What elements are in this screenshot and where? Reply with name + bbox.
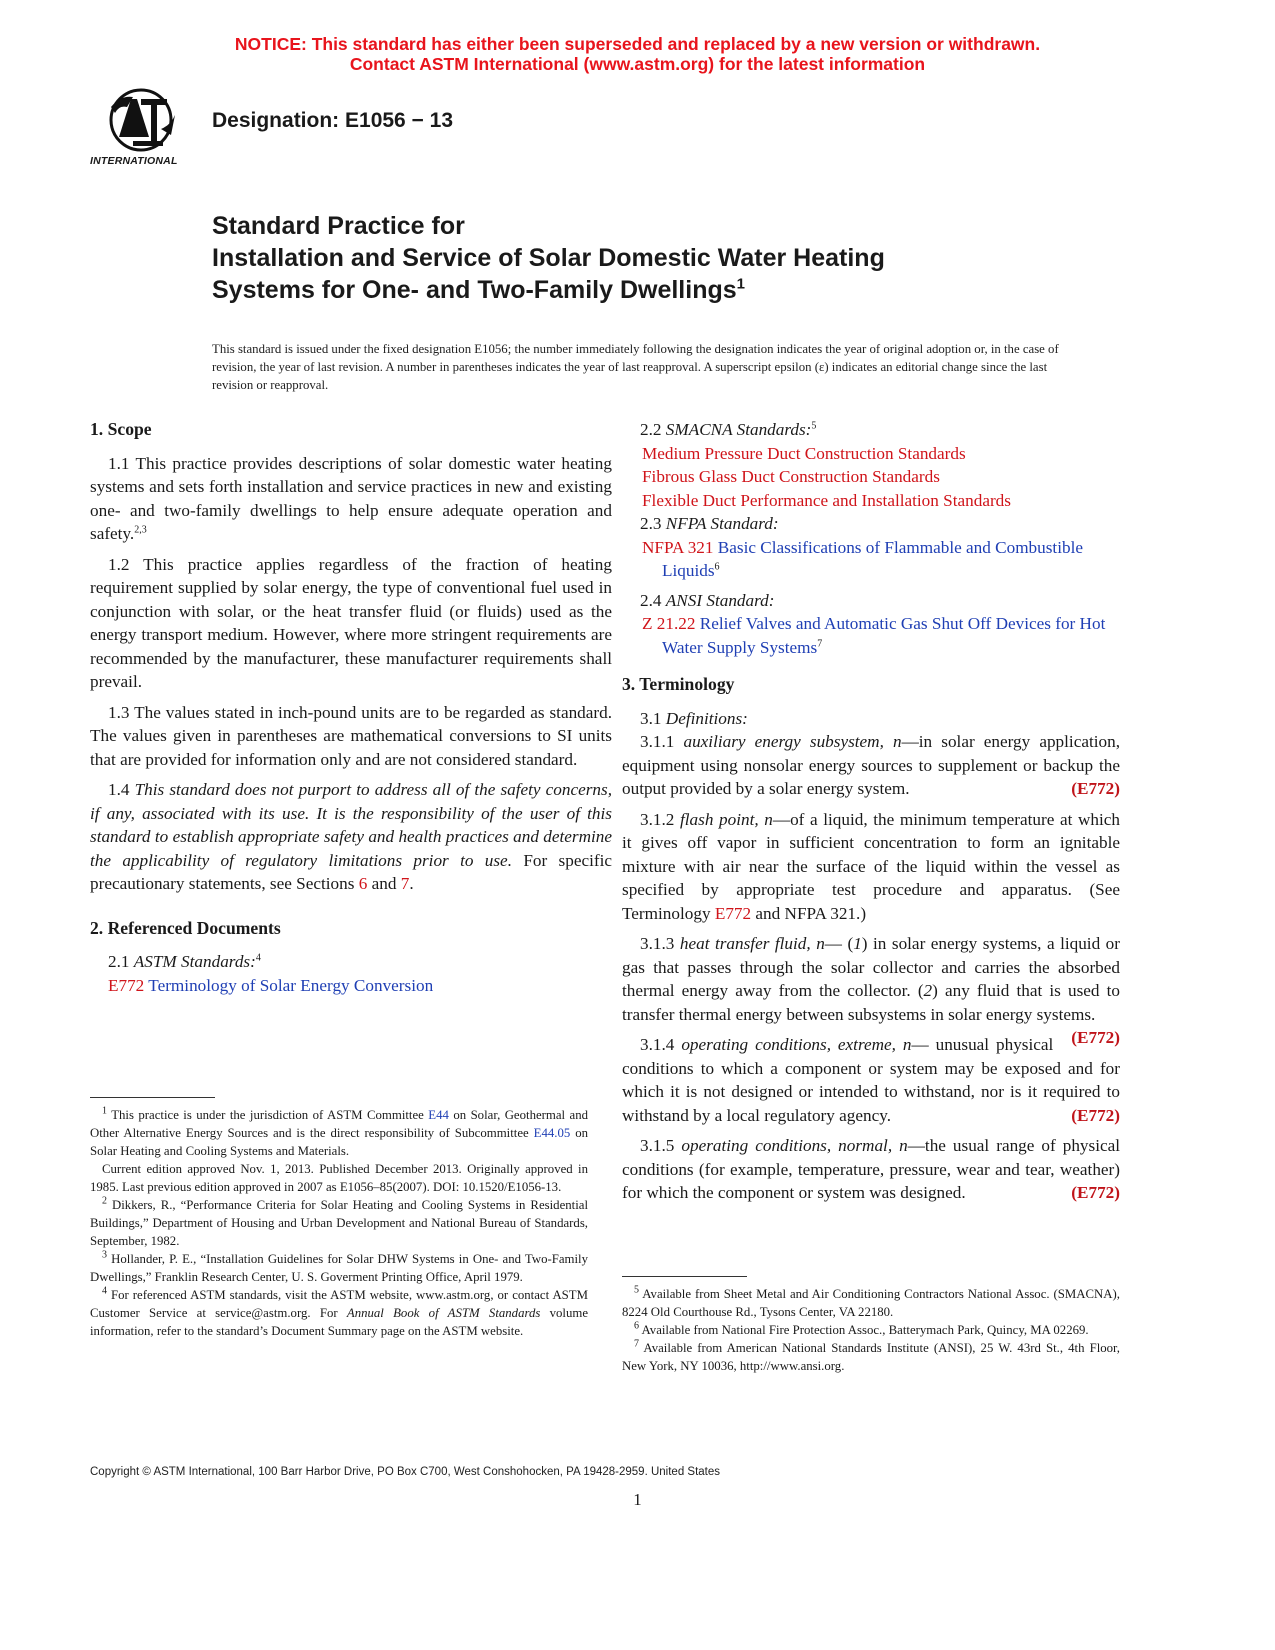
smacna-item-1[interactable]: Medium Pressure Duct Construction Standards — [642, 443, 966, 463]
para-2-2-label: SMACNA Standards: — [665, 420, 812, 439]
para-1-4-rest: For specific precautionary statements, see Sections — [90, 850, 613, 893]
para-2-3-label: NFPA Standard: — [665, 514, 779, 533]
footnote-2: $^2$ Dikkers, R., “Performance Criteria for Solar Heating and Cooling Systems in Residential Buildings,” Department of Housing and Urban Development and National Bureau of Standards, September, 1982. — [90, 1195, 589, 1248]
nfpa-sup: 6 — [714, 561, 720, 573]
d3-one: 1 — [853, 934, 862, 953]
footnote-5: $^5$ Available from Sheet Metal and Air Conditioning Contractors National Assoc. (SMACNA), 8224 Old Courthouse Rd., Tysons Center, VA 22180. — [622, 1284, 1120, 1319]
left-column — [90, 418, 612, 997]
fn7-text: Available from American National Standards Institute (ANSI), 25 W. 43rd St., 4th Floor, New York, NY 10036, http://www.ansi.org. — [622, 1341, 1121, 1373]
d3-text-c: ) any fluid that is used to transfer thermal energy between subsystems in solar energy systems. — [622, 981, 1120, 1024]
footnotes-right — [622, 1285, 1120, 1375]
fn2-text: Dikkers, R., “Performance Criteria for Solar Heating and Cooling Systems in Residential Buildings,” Department of Housing and Urban Development and National Bureau of Standards, September, 1982. — [90, 1198, 589, 1248]
para-2-2-sup: 5 — [811, 420, 817, 432]
astm-logo — [91, 85, 191, 175]
copyright-footer: Copyright © ASTM International, 100 Barr Harbor Drive, PO Box C700, West Conshohocken, PA 19428-2959. United States — [90, 1466, 721, 1478]
footnote-rule-right — [622, 1276, 747, 1277]
para-2-2-num: 2.2 — [640, 420, 662, 439]
d3-text-b: ) in solar energy systems, a liquid or gas that passes through the solar collector and carries the absorbed thermal energy away from the collector. ( — [622, 934, 1120, 1000]
d4-term: operating conditions, extreme, n — [681, 1035, 912, 1054]
d2-e772-link[interactable]: E772 — [714, 903, 752, 923]
d3-num: 3.1.3 — [640, 934, 675, 953]
para-2-4-num: 2.4 — [640, 590, 662, 610]
footnotes-left — [90, 1106, 588, 1340]
para-2-4-label: ANSI Standard: — [665, 590, 775, 610]
fn3-text: Hollander, P. E., “Installation Guidelines for Solar DHW Systems in One- and Two-Family Dwellings,” Franklin Research Center, U. S. Goverment Printing Office, April 1979. — [90, 1252, 588, 1284]
definition-3-1-4 — [622, 1033, 1120, 1127]
fn1-c: on Solar Heating and Cooling Systems and Materials. — [90, 1126, 589, 1158]
ansi-sup: 7 — [817, 637, 823, 649]
para-1-3: 1.3 The values stated in inch-pound units are to be regarded as standard. The values given in parentheses are mathematical conversions to SI units that are provided for information only and are not considered standard. — [90, 702, 612, 769]
fn6-text: Available from National Fire Protection Assoc., Batterymach Park, Quincy, MA 02269. — [641, 1323, 1089, 1337]
para-1-2: 1.2 This practice applies regardless of the fraction of heating requirement supplied by solar energy, the type of conventional fuel used in conjunction with solar, or the heat transfer fluid (or fluids) used as the energy transport medium. However, where more stringent requirements are recommended by the manufacturer, these manufacturer requirements shall prevail. — [90, 554, 612, 691]
title-line-3 — [212, 274, 885, 306]
d5-num: 3.1.5 — [640, 1136, 675, 1155]
d3-two: 2 — [923, 981, 933, 1000]
d1-text: —in solar energy application, equipment using nonsolar energy sources to supplement or backup the output provided by a solar energy system. — [622, 732, 1120, 798]
title-footnote-mark: 1 — [736, 275, 745, 293]
fn1-a: This practice is under the jurisdiction of ASTM Committee — [111, 1108, 424, 1122]
nfpa-reference — [642, 536, 1120, 583]
right-column — [622, 418, 1120, 1212]
section-2-heading: 2. Referenced Documents — [90, 917, 281, 938]
para-1-4-and: and — [371, 874, 397, 893]
smacna-list — [622, 442, 1120, 513]
logo-wordmark: INTERNATIONAL — [90, 155, 178, 167]
d4-num: 3.1.4 — [640, 1035, 675, 1054]
d5-e772-link[interactable]: (E772) — [1071, 1183, 1120, 1202]
d5-text: —the usual range of physical conditions (for example, temperature, pressure, wear and tear, weather) for which the component or system was designed. — [622, 1136, 1121, 1202]
d3-term: heat transfer fluid, n — [679, 934, 825, 953]
issued-note: This standard is issued under the fixed designation E1056; the number immediately following the designation indicates the year of original adoption or, in the case of revision, the year of last revision. A number in parentheses indicates the year of last reapproval. A superscript epsilon (ε) indicates an editorial change since the last revision or reapproval. — [212, 342, 1059, 392]
d1-num: 3.1.1 — [640, 732, 675, 751]
e4405-link[interactable]: E44.05 — [533, 1126, 571, 1140]
definition-3-1-1 — [622, 730, 1120, 801]
para-2-4 — [622, 589, 1120, 613]
withdrawal-notice — [0, 34, 1275, 74]
fn4-a: For referenced ASTM standards, visit the ASTM website, www.astm.org, or contact ASTM Customer Service at service@astm.org. For — [90, 1288, 588, 1320]
para-2-3-num: 2.3 — [640, 514, 662, 533]
fn4-b: volume information, refer to the standard’s Document Summary page on the ASTM website. — [90, 1306, 589, 1338]
page-number: 1 — [633, 1490, 642, 1509]
para-1-4-italic: This standard does not purport to address all of the safety concerns, if any, associated with its use. It is the responsibility of the user of this standard to establish appropriate safety and health practices and determine the applicability of regulatory limitations prior to use. — [90, 780, 612, 870]
footnote-7: $^7$ Available from American National Standards Institute (ANSI), 25 W. 43rd St., 4th Floor, New York, NY 10036, http://www.ansi.org. — [622, 1338, 1121, 1373]
d1-e772-link[interactable]: (E772) — [1071, 779, 1120, 798]
document-title — [212, 210, 885, 306]
para-2-1 — [90, 950, 612, 974]
para-3-1-num: 3.1 — [640, 708, 662, 728]
d2-text: —of a liquid, the minimum temperature at which it gives off vapor in sufficient concentration to form an ignitable mixture with air near the surface of the liquid within the vessel as specified by appropriate test procedure and apparatus. (See Terminology — [622, 809, 1121, 923]
ansi-reference — [642, 612, 1120, 659]
footnote-1: $^1$ This practice is under the jurisdiction of ASTM Committee E44 on Solar, Geothermal and Other Alternative Energy Sources and is the direct responsibility of Subcommittee E44.05 on Solar Heating and Cooling Systems and Materials. — [90, 1105, 589, 1158]
nfpa-link[interactable]: NFPA 321 — [642, 537, 714, 557]
para-1-4-num: 1.4 — [108, 780, 130, 799]
para-1-4-end: . — [409, 874, 414, 893]
title-line-3-text: Systems for One- and Two-Family Dwellings — [212, 276, 737, 304]
para-2-1-sup: 4 — [255, 952, 261, 964]
notice-line-2: Contact ASTM International (www.astm.org) for the latest information — [349, 54, 926, 74]
title-line-1: Standard Practice for — [212, 212, 465, 240]
fn5-text: Available from Sheet Metal and Air Conditioning Contractors National Assoc. (SMACNA), 8224 Old Courthouse Rd., Tysons Center, VA 22180. — [622, 1287, 1120, 1319]
d4-e772-link[interactable]: (E772) — [1071, 1105, 1120, 1125]
footnote-4: $^4$ For referenced ASTM standards, visit the ASTM website, www.astm.org, or contact ASTM Customer Service at service@astm.org. For Annual Book of ASTM Standards volume information, refer to the standard’s Document Summary page on the ASTM website. — [90, 1285, 589, 1338]
para-3-1-label: Definitions: — [665, 708, 748, 728]
footnote-rule-left — [90, 1097, 215, 1098]
section-7-link[interactable]: 7 — [400, 874, 410, 893]
para-1-4 — [90, 778, 612, 896]
footnote-3: $^3$ Hollander, P. E., “Installation Guidelines for Solar DHW Systems in One- and Two-Family Dwellings,” Franklin Research Center, U. S. Goverment Printing Office, April 1979. — [90, 1249, 588, 1284]
section-6-link[interactable]: 6 — [358, 874, 368, 893]
title-line-2: Installation and Service of Solar Domestic Water Heating — [212, 244, 885, 272]
definition-3-1-5 — [622, 1134, 1120, 1205]
d4-text: — unusual physical conditions to which a component or system may be exposed and for which it is not designed or intended to withstand, nor is it required to withstand by a local regulatory agency. — [622, 1035, 1120, 1125]
para-1-1-sup: 2,3 — [134, 524, 147, 536]
e772-title-link[interactable]: Terminology of Solar Energy Conversion — [148, 975, 434, 995]
d2-num: 3.1.2 — [640, 809, 675, 829]
para-2-2 — [622, 418, 1120, 442]
fn1-b: on Solar, Geothermal and Other Alternative Energy Sources and is the direct responsibility of Subcommittee — [90, 1108, 589, 1140]
smacna-item-2[interactable]: Fibrous Glass Duct Construction Standards — [642, 467, 940, 486]
para-1-1-text: 1.1 This practice provides descriptions of solar domestic water heating systems and sets forth installation and service practices in new and existing one- and two-family dwellings to help ensure adequate operation and safety. — [90, 453, 612, 543]
section-3-heading: 3. Terminology — [622, 674, 735, 694]
ansi-title-link[interactable]: Relief Valves and Automatic Gas Shut Off Devices for Hot Water Supply Systems — [662, 614, 1106, 657]
footnote-6: $^6$ Available from National Fire Protection Assoc., Batterymach Park, Quincy, MA 02269. — [634, 1320, 1089, 1337]
para-3-1 — [622, 707, 1120, 731]
para-2-1-label: ASTM Standards: — [133, 952, 256, 971]
para-2-3 — [622, 512, 1120, 536]
d2-term: flash point, n — [680, 809, 773, 829]
smacna-item-3[interactable]: Flexible Duct Performance and Installation Standards — [642, 490, 1011, 510]
footnote-1-edition: Current edition approved Nov. 1, 2013. Published December 2013. Originally approved in 1985. Last previous edition approved in 2007 as E1056–85(2007). DOI: 10.1520/E1056-13. — [90, 1162, 588, 1194]
d5-term: operating conditions, normal, n — [681, 1136, 908, 1155]
para-1-1 — [90, 452, 612, 546]
para-2-1-num: 2.1 — [108, 952, 130, 971]
nfpa-title-link[interactable]: Basic Classifications of Flammable and Combustible Liquids — [662, 537, 1083, 580]
d3-e772-link[interactable]: (E772) — [1071, 1028, 1120, 1047]
e772-reference — [90, 974, 612, 998]
notice-line-1: NOTICE: This standard has either been superseded and replaced by a new version or withdrawn. — [234, 34, 1041, 54]
definition-3-1-2 — [622, 808, 1120, 926]
d2-end: and NFPA 321.) — [755, 903, 867, 923]
e44-link[interactable]: E44 — [428, 1108, 449, 1122]
d3-text-a: — ( — [824, 934, 854, 953]
ansi-link[interactable]: Z 21.22 — [642, 614, 696, 633]
section-1-heading: 1. Scope — [90, 419, 152, 439]
designation: Designation: E1056 − 13 — [212, 109, 454, 132]
d1-term: auxiliary energy subsystem, n — [683, 732, 902, 751]
e772-link[interactable]: E772 — [108, 975, 145, 995]
fn4-italic: Annual Book of ASTM Standards — [346, 1306, 541, 1320]
